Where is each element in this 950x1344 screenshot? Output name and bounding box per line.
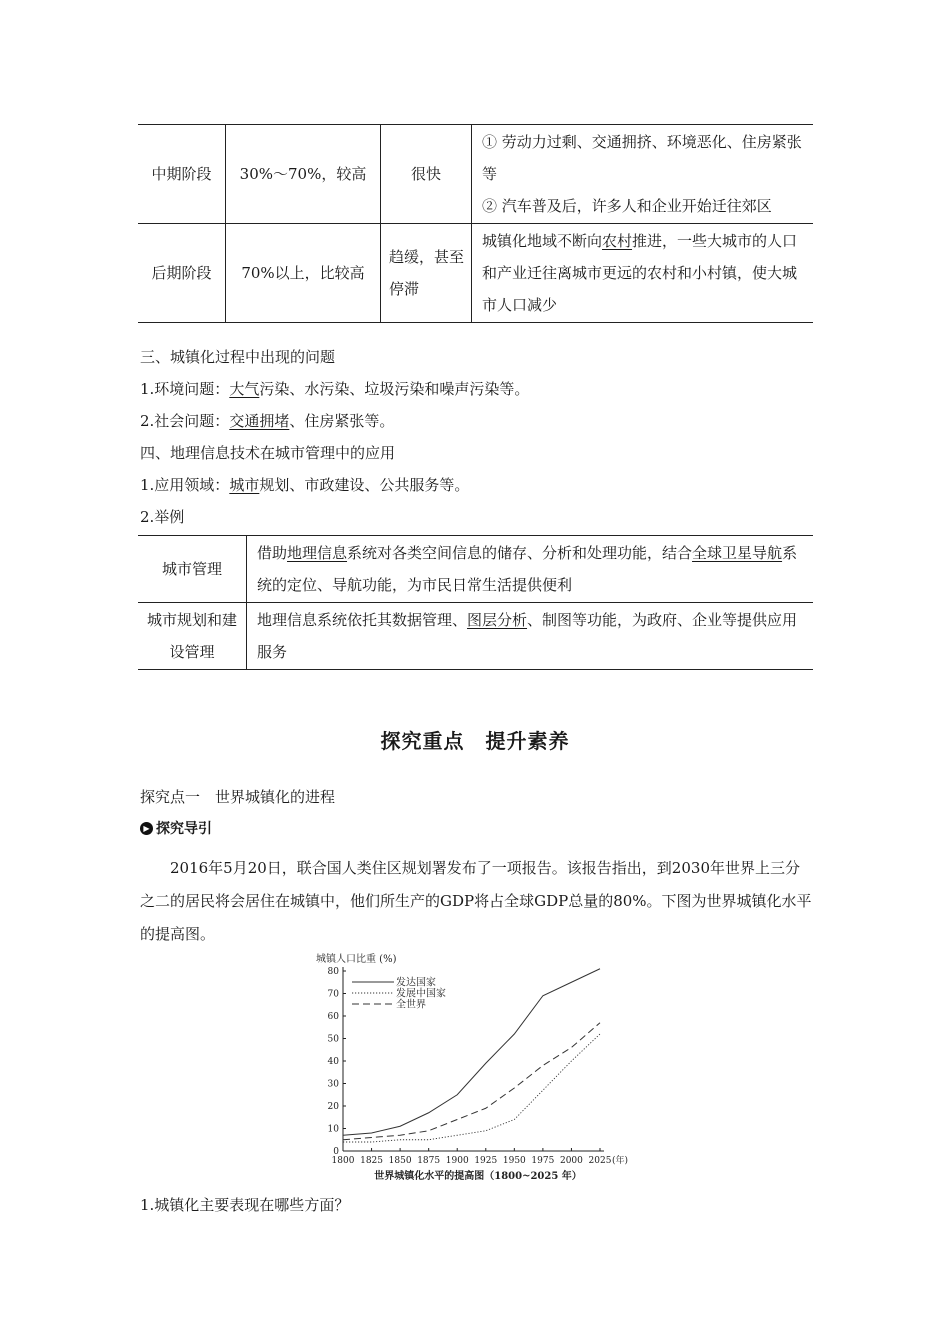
- underlined-answer: 全球卫星导航: [692, 544, 783, 562]
- x-tick-label: 1800: [331, 1156, 355, 1166]
- stage-cell: 中期阶段: [138, 125, 226, 224]
- table-row: [138, 603, 813, 670]
- underlined-answer: 大气: [229, 380, 260, 398]
- text-run: 规划、市政建设、公共服务等。: [259, 476, 470, 494]
- inquiry-point-title: 探究点一 世界城镇化的进程: [140, 788, 336, 806]
- text-run: 系统对各类空间信息的储存、分析和处理功能，结合: [347, 544, 693, 562]
- section-heading: 四、地理信息技术在城市管理中的应用: [140, 444, 396, 462]
- table-row: [138, 224, 813, 323]
- level-cell: 30%～70%，较高: [226, 125, 381, 224]
- chart-caption: 世界城镇化水平的提高图（1800~2025 年）: [374, 1171, 582, 1182]
- y-tick-label: 80: [327, 967, 339, 977]
- row-header: 城市规划和建设管理: [138, 603, 247, 670]
- x-tick-label: 2000: [559, 1156, 583, 1166]
- series-line-solid: [343, 969, 600, 1136]
- gis-application-table: [138, 535, 813, 670]
- list-item: [140, 411, 394, 431]
- feature-line: ② 汽车普及后，许多人和企业开始迁往郊区: [482, 197, 772, 215]
- tick-labels: [328, 967, 628, 1166]
- y-tick-label: 20: [327, 1102, 339, 1112]
- underlined-answer: 农村: [602, 232, 633, 250]
- description-cell: [247, 536, 814, 603]
- text-run: 1.环境问题：: [140, 380, 230, 398]
- text-run: 城镇化地域不断向: [482, 232, 603, 250]
- x-tick-label: 1975: [531, 1156, 555, 1166]
- axes: [343, 967, 604, 1151]
- x-tick-label: 1825: [360, 1156, 384, 1166]
- legend-label: 发展中国家: [396, 988, 446, 1000]
- text-run: 、住房紧张等。: [289, 412, 395, 430]
- guide-label: [140, 818, 212, 838]
- series-lines: [343, 969, 600, 1142]
- level-cell: 70%以上，比较高: [226, 224, 381, 323]
- urbanization-line-chart: [300, 950, 650, 1185]
- x-axis-unit: (年): [612, 1156, 629, 1166]
- y-tick-label: 0: [333, 1147, 339, 1157]
- features-cell: [472, 224, 814, 323]
- underlined-answer: 交通拥堵: [229, 412, 290, 430]
- section-heading: 三、城镇化过程中出现的问题: [140, 348, 336, 366]
- text-run: 借助: [257, 544, 288, 562]
- y-tick-label: 50: [327, 1034, 339, 1045]
- speed-cell: 很快: [381, 125, 472, 224]
- y-tick-label: 60: [327, 1012, 339, 1022]
- text-run: 1.应用领域：: [140, 476, 230, 494]
- series-line-dashed: [343, 1023, 600, 1140]
- feature-line: ① 劳动力过剩、交通拥挤、环境恶化、住房紧张等: [482, 133, 802, 183]
- text-run: 污染、水污染、垃圾污染和噪声污染等。: [259, 380, 530, 398]
- intro-paragraph: 2016年5月20日，联合国人类住区规划署发布了一项报告。该报告指出，到2030年世界上三分之二的居民将会居住在城镇中，他们所生产的GDP将占全球GDP总量的80%。下图为世界城镇化水平的提高图。: [140, 859, 812, 943]
- x-tick-label: 1900: [445, 1156, 469, 1166]
- legend: [352, 976, 446, 1011]
- y-tick-label: 10: [327, 1124, 339, 1135]
- play-icon: ▶: [140, 822, 153, 835]
- text-run: 2.社会问题：: [140, 412, 230, 430]
- guide-label-text: 探究导引: [156, 821, 212, 837]
- x-tick-label: 1925: [474, 1156, 498, 1166]
- text-run: 系统的定位、导航功能，为市民日常生活提供便利: [257, 544, 798, 594]
- text-run: 地理信息系统依托其数据管理、: [257, 611, 468, 629]
- y-axis-label: 城镇人口比重 (%): [316, 954, 397, 965]
- x-tick-label: 1875: [417, 1156, 441, 1166]
- x-tick-label: 1950: [502, 1156, 526, 1166]
- text-run: 、制图等功能，为政府、企业等提供应用服务: [257, 611, 798, 661]
- table-row: [138, 125, 813, 224]
- text-run: 推进，一些大城市的人口和产业迁往离城市更远的农村和小村镇，使大城市人口减少: [482, 232, 798, 314]
- y-tick-label: 30: [327, 1079, 339, 1090]
- section-title: 探究重点 提升素养: [380, 729, 570, 753]
- stage-cell: 后期阶段: [138, 224, 226, 323]
- list-item: 2.举例: [140, 508, 185, 526]
- row-header: 城市管理: [138, 536, 247, 603]
- series-line-dotted: [343, 1034, 600, 1142]
- table-row: [138, 536, 813, 603]
- speed-cell: 趋缓，甚至停滞: [381, 224, 472, 323]
- x-tick-label: 2025: [588, 1156, 612, 1166]
- features-cell: [472, 125, 814, 224]
- list-item: [140, 475, 469, 495]
- y-tick-label: 40: [327, 1057, 339, 1067]
- underlined-answer: 地理信息: [287, 544, 348, 562]
- legend-label: 全世界: [396, 999, 426, 1011]
- urbanization-stage-table: [138, 124, 813, 323]
- underlined-answer: 图层分析: [467, 611, 528, 629]
- x-tick-label: 1850: [388, 1156, 412, 1166]
- legend-label: 发达国家: [396, 977, 436, 989]
- y-tick-label: 70: [327, 989, 339, 1000]
- list-item: [140, 379, 529, 399]
- underlined-answer: 城市: [229, 476, 260, 494]
- question: 1.城镇化主要表现在哪些方面？: [140, 1196, 350, 1214]
- description-cell: [247, 603, 814, 670]
